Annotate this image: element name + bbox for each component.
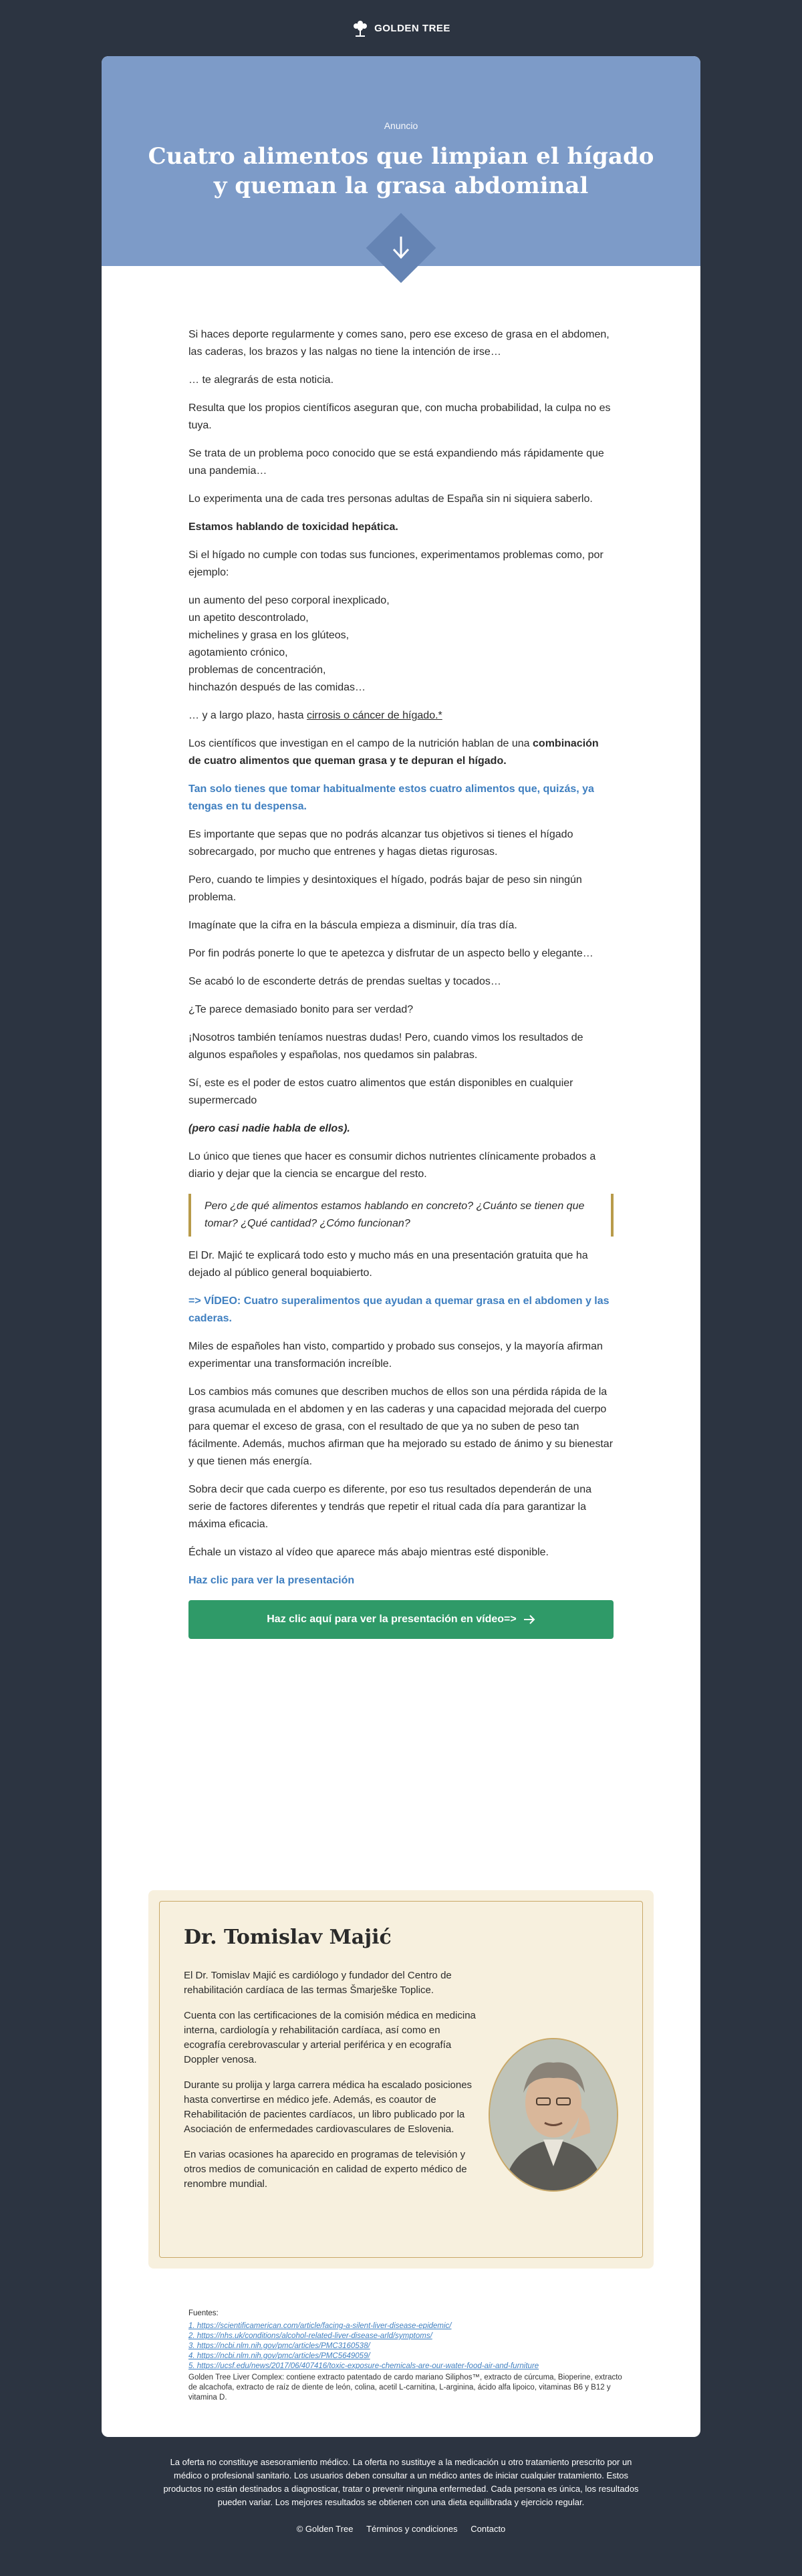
footer-links <box>0 2524 802 2534</box>
paragraph: Sobra decir que cada cuerpo es diferente, por eso tus resultados dependerán de una serie de factores diferentes y tendrás que repetir el ritual cada día para garantizar la máxima eficacia. <box>188 1484 592 1530</box>
paragraph: Resulta que los propios científicos aseguran que, con mucha probabilidad, la culpa no es tuya. <box>188 402 611 431</box>
bio-paragraph: En varias ocasiones ha aparecido en programas de televisión y otros medios de comunicación en calidad de experto médico de renombre mundial. <box>184 2149 467 2190</box>
list-item: problemas de concentración, <box>188 664 326 676</box>
list-item: agotamiento crónico, <box>188 647 288 658</box>
contact-link[interactable]: Contacto <box>471 2524 506 2534</box>
paragraph: Es importante que sepas que no podrás alcanzar tus objetivos si tienes el hígado sobrecargado, por mucho que entrenes y hagas dietas rigurosas. <box>188 829 573 858</box>
author-name: Dr. Tomislav Majić <box>184 1926 392 1949</box>
paragraph: Imagínate que la cifra en la báscula empieza a disminuir, día tras día. <box>188 920 517 931</box>
author-bio-box <box>148 1890 654 2269</box>
paragraph-text: Los científicos que investigan en el campo de la nutrición hablan de una <box>188 738 533 749</box>
paragraph: Si el hígado no cumple con todas sus funciones, experimentamos problemas como, por ejemplo: <box>188 549 604 578</box>
bio-paragraph: Durante su prolija y larga carrera médica ha escalado posiciones hasta convertirse en médico jefe. Además, es coautor de Rehabilitación de pacientes cardíacos, un libro publicado por la Asociación de enfermedades cardiovasculares de Eslovenia. <box>184 2079 473 2135</box>
paragraph: Lo experimenta una de cada tres personas adultas de España sin ni siquiera saberlo. <box>188 493 593 505</box>
paragraph-bold-italic: (pero casi nadie habla de ellos). <box>188 1123 350 1134</box>
copyright: © Golden Tree <box>296 2524 354 2534</box>
tree-icon <box>352 18 369 38</box>
paragraph-bold: combinación de cuatro alimentos que queman grasa y te depuran el hígado. <box>188 738 599 767</box>
ad-label: Anuncio <box>384 120 418 131</box>
article-body <box>188 326 614 1639</box>
brand-logo[interactable] <box>352 18 450 38</box>
source-link[interactable]: 4. https://ncbi.nlm.nih.gov/pmc/articles/PMC5649059/ <box>188 2352 370 2360</box>
arrow-down-icon <box>385 231 417 263</box>
video-link[interactable]: => VÍDEO: Cuatro superalimentos que ayudan a quemar grasa en el abdomen y las caderas. <box>188 1295 610 1324</box>
paragraph-text: … y a largo plazo, hasta <box>188 710 307 721</box>
source-link[interactable]: 3. https://ncbi.nlm.nih.gov/pmc/articles/PMC3160538/ <box>188 2342 370 2350</box>
paragraph: Pero, cuando te limpies y desintoxiques el hígado, podrás bajar de peso sin ningún problema. <box>188 874 582 903</box>
paragraph <box>188 707 614 725</box>
author-bio-frame <box>159 1901 643 2258</box>
paragraph <box>188 735 614 770</box>
button-label: Haz clic aquí para ver la presentación en vídeo=> <box>267 1614 517 1625</box>
page-title: Cuatro alimentos que limpian el hígado y queman la grasa abdominal <box>148 143 654 199</box>
brand-name: GOLDEN TREE <box>374 22 450 34</box>
symptom-list <box>188 592 614 696</box>
article-card <box>102 56 700 2437</box>
question-quote: Pero ¿de qué alimentos estamos hablando en concreto? ¿Cuánto se tienen que tomar? ¿Qué cantidad? ¿Cómo funcionan? <box>188 1194 614 1237</box>
list-item: un aumento del peso corporal inexplicado, <box>188 595 390 606</box>
watch-video-button[interactable] <box>188 1600 614 1639</box>
paragraph: Échale un vistazo al vídeo que aparece más abajo mientras esté disponible. <box>188 1547 549 1558</box>
list-item: un apetito descontrolado, <box>188 612 309 624</box>
doctor-portrait <box>489 2038 618 2192</box>
source-link[interactable]: 5. https://ucsf.edu/news/2017/06/407416/toxic-exposure-chemicals-are-our-water-food-air-and-furniture <box>188 2362 539 2370</box>
paragraph: Miles de españoles han visto, compartido y probado sus consejos, y la mayoría afirman experimentar una transformación increíble. <box>188 1341 603 1370</box>
paragraph: Se acabó lo de esconderte detrás de prendas sueltas y tocados… <box>188 976 501 987</box>
paragraph-bold: Estamos hablando de toxicidad hepática. <box>188 521 398 533</box>
paragraph: El Dr. Majić te explicará todo esto y mucho más en una presentación gratuita que ha dejado al público general boquiabierto. <box>188 1250 588 1279</box>
cirrhosis-link[interactable]: cirrosis o cáncer de hígado.* <box>306 710 442 721</box>
presentation-link[interactable]: Haz clic para ver la presentación <box>188 1575 355 1586</box>
paragraph: Se trata de un problema poco conocido que se está expandiendo más rápidamente que una pandemia… <box>188 448 604 477</box>
footer-disclaimer: La oferta no constituye asesoramiento médico. La oferta no sustituye a la medicación u otro tratamiento prescrito por un médico o profesional sanitario. Los usuarios deben consultar a un médico antes de iniciar cualquier tratamiento. Estos productos no están destinados a diagnosticar, tratar o prevenir ninguna enfermedad. Cada persona es única, los resultados pueden variar. Los mejores resultados se obtienen con una dieta equilibrada y ejercicio regular. <box>163 2457 639 2507</box>
terms-link[interactable]: Términos y condiciones <box>366 2524 458 2534</box>
paragraph: … te alegrarás de esta noticia. <box>188 374 334 386</box>
arrow-right-icon <box>523 1615 535 1624</box>
bio-paragraph: Cuenta con las certificaciones de la comisión médica en medicina interna, cardiología y rehabilitación cardíaca, así como en ecografía cerebrovascular y arterial periférica y en ecografía Doppler venosa. <box>184 2010 476 2065</box>
paragraph: ¿Te parece demasiado bonito para ser verdad? <box>188 1004 414 1015</box>
paragraph: Sí, este es el poder de estos cuatro alimentos que están disponibles en cualquier supermercado <box>188 1077 573 1106</box>
page-footer <box>0 2437 802 2534</box>
top-bar <box>0 0 802 56</box>
paragraph: Los cambios más comunes que describen muchos de ellos son una pérdida rápida de la grasa acumulada en el abdomen y en las caderas y una capacidad mejorada del cuerpo para quemar el exceso de grasa, con el resultado de que ya no suben de peso tan fácilmente. Además, muchos afirman que ha mejorado su estado de ánimo y su bienestar y que tienen más energía. <box>188 1386 614 1467</box>
paragraph: Si haces deporte regularmente y comes sano, pero ese exceso de grasa en el abdomen, las caderas, los brazos y las nalgas no tiene la intención de irse… <box>188 329 610 358</box>
highlight-paragraph: Tan solo tienes que tomar habitualmente estos cuatro alimentos que, quizás, ya tengas en tu despensa. <box>188 783 594 812</box>
paragraph: ¡Nosotros también teníamos nuestras dudas! Pero, cuando vimos los resultados de algunos españoles y españolas, nos quedamos sin palabras. <box>188 1032 583 1061</box>
list-item: hinchazón después de las comidas… <box>188 682 366 693</box>
bio-paragraph: El Dr. Tomislav Majić es cardiólogo y fundador del Centro de rehabilitación cardíaca de las termas Šmarješke Toplice. <box>184 1970 452 1996</box>
ingredients-disclaimer: Golden Tree Liver Complex: contiene extracto patentado de cardo mariano Siliphos™, extracto de cúrcuma, Bioperine, extracto de alcachofa, extracto de raíz de diente de león, colina, acetil L-carnitina, L-arginina, ácido alfa lipoico, vitaminas B6 y B12 y vitamina D. <box>188 2373 622 2402</box>
source-link[interactable]: 1. https://scientificamerican.com/article/facing-a-silent-liver-disease-epidemic/ <box>188 2322 452 2330</box>
paragraph: Lo único que tienes que hacer es consumir dichos nutrientes clínicamente probados a diario y dejar que la ciencia se encargue del resto. <box>188 1151 596 1180</box>
paragraph: Por fin podrás ponerte lo que te apetezca y disfrutar de un aspecto bello y elegante… <box>188 948 593 959</box>
sources-label: Fuentes: <box>188 2309 219 2317</box>
list-item: michelines y grasa en los glúteos, <box>188 630 350 641</box>
sources-section <box>188 2309 623 2403</box>
author-bio-text <box>184 1968 477 2202</box>
source-link[interactable]: 2. https://nhs.uk/conditions/alcohol-related-liver-disease-arld/symptoms/ <box>188 2332 432 2340</box>
